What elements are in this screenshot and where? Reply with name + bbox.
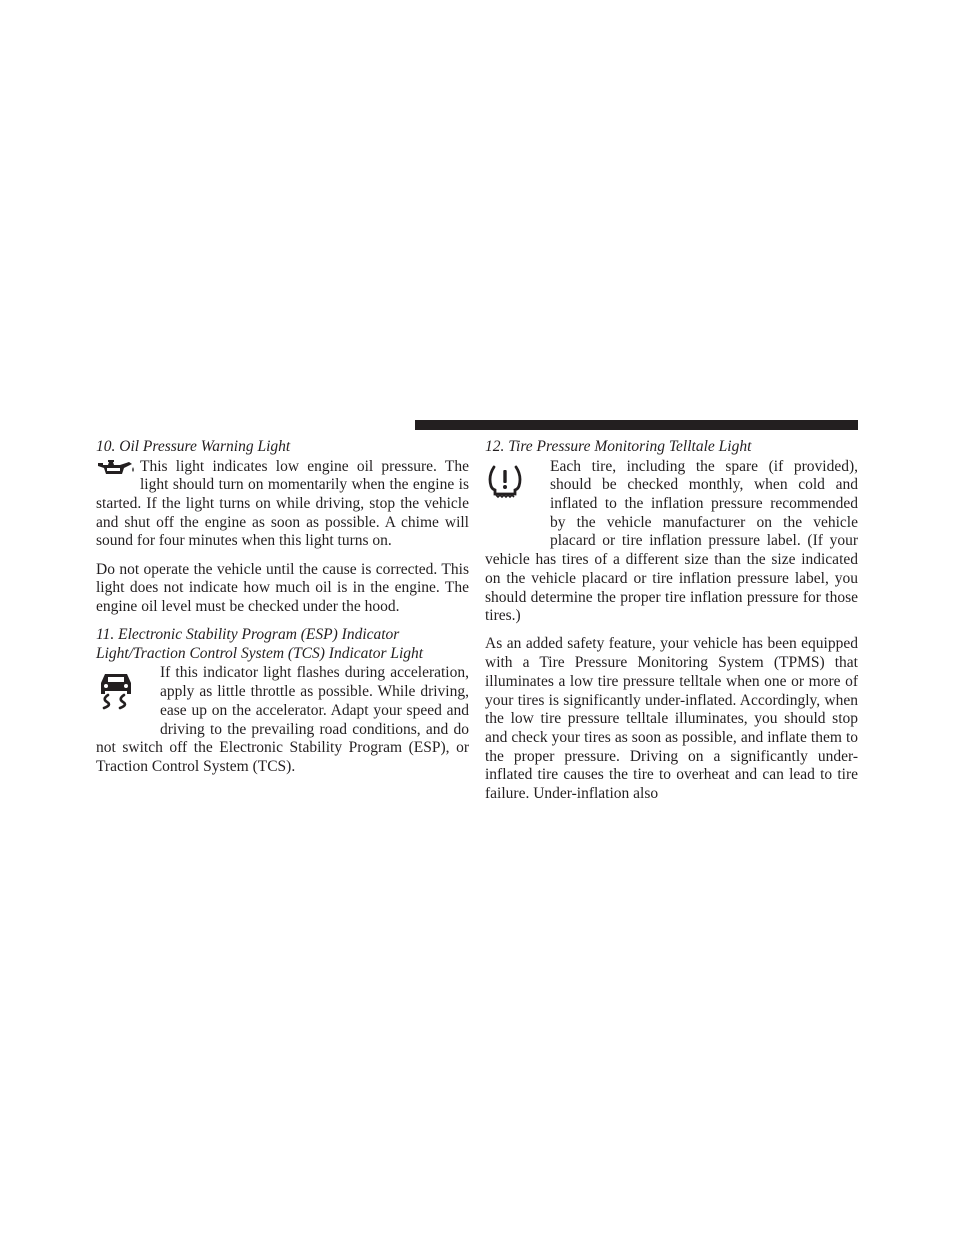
esp-paragraph-1: If this indicator light flashes during acceleration, apply as little throttle as possible. While driving, ease up on the accelerator. Adapt your speed and driving to the prevailing road conditions, and do not switch off the Electronic Stability Program (ESP), or Traction Control System (TCS). xyxy=(96,664,469,775)
right-column xyxy=(485,438,858,804)
left-column xyxy=(96,438,469,777)
section-header-bar xyxy=(415,420,858,430)
tpms-paragraph-1: Each tire, including the spare (if provided), should be checked monthly, when cold and inflated to the inflation pressure recommended by the vehicle manufacturer on the vehicle placard or tire inflation pressure label. (If your vehicle has tires of a different size than the size indicated on the vehicle placard or tire inflation pressure label, you should determine the proper tire inflation pressure for those tires.) xyxy=(485,457,858,625)
tpms-heading: 12. Tire Pressure Monitoring Telltale Light xyxy=(485,438,752,455)
tire-pressure-warning-icon xyxy=(485,458,550,533)
skidding-car-icon xyxy=(96,670,160,726)
tpms-paragraph-2: As an added safety feature, your vehicle has been equipped with a Tire Pressure Monitoring System (TPMS) that illuminates a low tire pressure telltale when one or more of your tires is significantly under-inflated. Accordingly, when the low tire pressure telltale illuminates, you should stop and check your tires as soon as possible, and inflate them to the proper pressure. Driving on a significantly under-inflated tire causes the tire to overheat and can lead to tire failure. Under-inflation also xyxy=(485,635,858,803)
oil-pressure-paragraph-2: Do not operate the vehicle until the cause is corrected. This light does not indicate how much oil is in the engine. The engine oil level must be checked under the hood. xyxy=(96,560,469,616)
esp-heading-line-1: 11. Electronic Stability Program (ESP) Indicator xyxy=(96,626,400,644)
oil-pressure-heading: 10. Oil Pressure Warning Light xyxy=(96,438,291,455)
oil-pressure-paragraph-1: This light indicates low engine oil pressure. The light should turn on momentarily when the engine is started. If the light turns on while driving, stop the vehicle and shut off the engine as soon as possible. A chime will sound for four minutes when this light turns on. xyxy=(96,457,469,550)
esp-heading-line-2: Light/Traction Control System (TCS) Indicator Light xyxy=(96,644,424,662)
oil-can-icon xyxy=(96,459,140,477)
